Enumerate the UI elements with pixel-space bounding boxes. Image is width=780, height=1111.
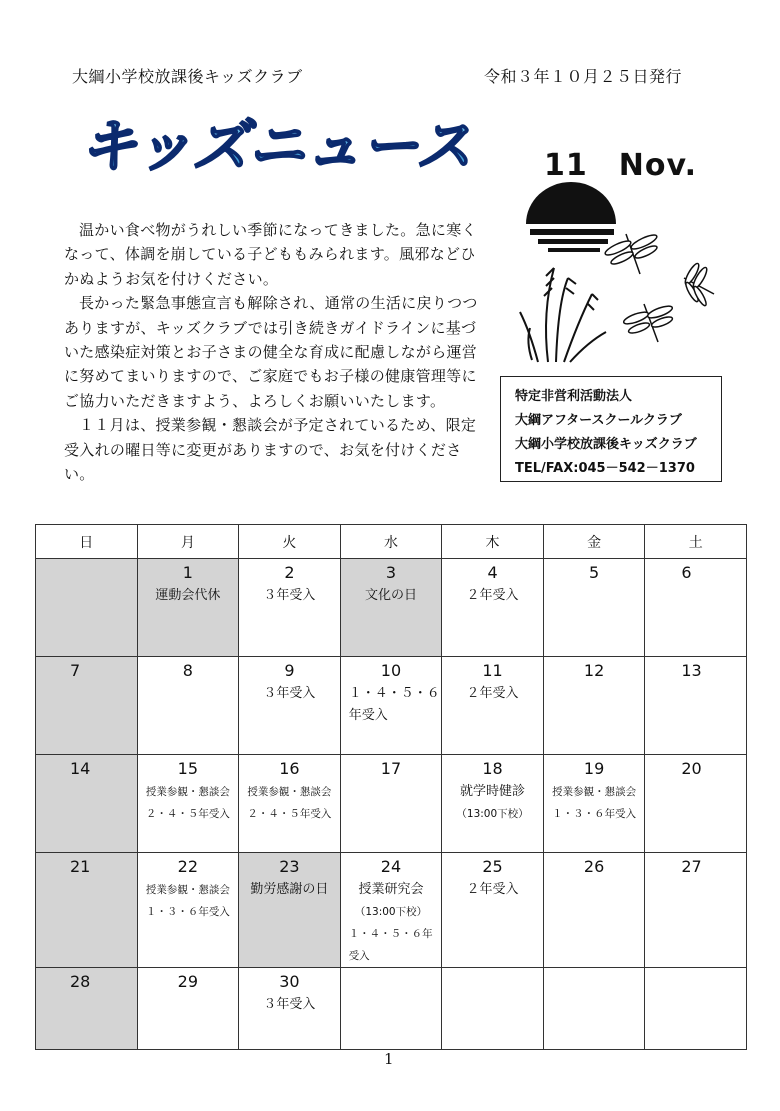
day-event: （13:00下校） [456,808,529,820]
day-number: 24 [380,857,402,876]
weekday-wed: 水 [340,525,442,559]
day-event: ２年受入 [466,588,519,603]
day-number: 5 [589,563,600,582]
day-number: 18 [482,759,503,778]
calendar-day-cell [340,657,442,755]
calendar-day-cell [239,853,341,968]
day-number: 4 [487,563,498,582]
day-event: 就学時健診 [460,784,526,799]
calendar-day-cell [645,657,747,755]
page-number: 1 [384,1050,394,1068]
day-number: 14 [70,759,91,778]
day-number: 22 [177,857,199,876]
moon-icon [526,182,616,252]
day-number: 23 [279,857,300,876]
calendar-week-row [36,657,747,755]
day-event: 授業参観・懇談会 [552,786,637,798]
day-event: １・４・５・６年 [348,928,433,940]
day-event: １・４・５・６ [348,686,440,701]
month-label: 11 Nov. [544,148,697,183]
day-number: 29 [177,972,199,991]
calendar-day-cell [137,657,239,755]
calendar-day-cell [340,968,442,1050]
day-number: 21 [70,857,91,876]
moon-dragonfly-illustration [508,182,722,368]
day-number: 19 [583,759,605,778]
dragonfly-icon [683,262,714,307]
calendar-day-cell [36,968,138,1050]
day-event: ２・４・５年受入 [247,808,332,820]
day-event: 授業参観・懇談会 [145,884,230,896]
day-number: 12 [583,661,605,680]
calendar-day-cell [645,853,747,968]
calendar-day-cell [442,657,544,755]
day-event: ２・４・５年受入 [145,808,230,820]
day-event: 文化の日 [364,588,417,603]
day-event: １・３・６年受入 [145,906,230,918]
weekday-sat: 土 [645,525,747,559]
weekday-header-row [36,525,747,559]
calendar-day-cell [543,853,645,968]
calendar-day-cell [239,657,341,755]
day-event: ２年受入 [466,882,519,897]
calendar-day-cell [239,559,341,657]
weekday-fri: 金 [543,525,645,559]
calendar-week-row [36,559,747,657]
susuki-grass-icon [520,268,606,362]
paragraph: 長かった緊急事態宣言も解除され、通常の生活に戻りつつありますが、キッズクラブでは引き続きガイドラインに基づいた感染症対策とお子さまの健全な育成に配慮しながら運営に努めてまいりますので、ご家庭でもお子様の健康管理等にご協力いただきますよう、よろしくお願いいたします。 [64,294,478,410]
kids-news-logo [78,112,478,182]
calendar-day-cell [239,968,341,1050]
day-event: （13:00下校） [354,906,428,918]
day-event: ３年受入 [263,588,316,603]
day-number: 30 [279,972,300,991]
weekday-tue: 火 [239,525,341,559]
calendar-day-cell [340,853,442,968]
day-number [442,968,543,994]
day-number: 26 [583,857,605,876]
calendar-day-cell [340,755,442,853]
calendar-day-cell [36,559,138,657]
calendar-day-cell [137,968,239,1050]
weekday-thu: 木 [442,525,544,559]
calendar-day-cell [137,559,239,657]
day-number: 28 [70,972,91,991]
calendar-week-row [36,853,747,968]
day-number: 15 [177,759,199,778]
paragraph: １１月は、授業参観・懇談会が予定されているため、限定受入れの曜日等に変更がありますので、お気を付けください。 [64,416,477,484]
dragonfly-icon [622,304,673,342]
day-event: ３年受入 [263,686,316,701]
day-number: 16 [279,759,300,778]
day-number: 11 [482,661,503,680]
day-event: 勤労感謝の日 [250,882,329,897]
calendar-day-cell [137,853,239,968]
calendar-week-row [36,755,747,853]
day-event: ３年受入 [263,997,316,1012]
calendar-grid [35,524,747,1050]
day-number: 17 [380,759,402,778]
calendar-day-cell [36,853,138,968]
day-event: ２年受入 [466,686,519,701]
calendar [35,524,747,1046]
calendar-day-cell [543,657,645,755]
day-event: 運動会代休 [155,588,221,603]
day-number [36,559,137,585]
calendar-day-cell [543,968,645,1050]
day-event: 授業研究会 [358,882,424,897]
paragraph: 温かい食べ物がうれしい季節になってきました。急に寒くなって、体調を崩している子どももみられます。風邪などひかぬようお気を付けください。 [64,221,477,288]
day-number: 20 [681,759,702,778]
calendar-day-cell [442,559,544,657]
day-number [645,968,746,994]
day-number: 8 [182,661,193,680]
calendar-day-cell [442,968,544,1050]
weekday-mon: 月 [137,525,239,559]
calendar-day-cell [36,755,138,853]
day-number: 3 [385,563,397,582]
day-number: 13 [681,661,702,680]
calendar-day-cell [36,657,138,755]
organization-name: 大綱小学校放課後キッズクラブ [72,67,303,86]
day-event: １・３・６年受入 [552,808,637,820]
day-event: 授業参観・懇談会 [247,786,332,798]
day-number: 25 [482,857,503,876]
day-number: 7 [70,661,81,680]
contact-info-box [500,376,722,482]
dragonfly-icon [604,232,659,274]
weekday-sun: 日 [36,525,138,559]
calendar-day-cell [543,755,645,853]
calendar-week-row [36,968,747,1050]
org-type: 特定非営利活動法人 [515,389,633,404]
day-event: 授業参観・懇談会 [145,786,230,798]
calendar-day-cell [645,755,747,853]
org-name: 大綱アフタースクールクラブ [515,413,682,428]
calendar-day-cell [239,755,341,853]
calendar-day-cell [645,559,747,657]
day-number [544,968,645,994]
day-number: 9 [284,661,295,680]
calendar-day-cell [340,559,442,657]
calendar-day-cell [543,559,645,657]
body-message [64,218,480,486]
day-event: 年受入 [348,708,388,723]
day-number: 6 [681,563,692,582]
day-number: 27 [681,857,702,876]
club-name: 大綱小学校放課後キッズクラブ [515,437,697,452]
day-number: 1 [182,563,193,582]
calendar-day-cell [645,968,747,1050]
tel-fax: TEL/FAX:045－542－1370 [515,461,695,476]
day-number: 2 [284,563,295,582]
calendar-day-cell [442,755,544,853]
calendar-day-cell [442,853,544,968]
day-number [341,968,442,994]
logo-text: キッズニュース [80,112,472,180]
issue-date: 令和３年１０月２５日発行 [484,67,683,86]
calendar-day-cell [137,755,239,853]
day-number: 10 [380,661,402,680]
day-event: 受入 [348,950,370,962]
